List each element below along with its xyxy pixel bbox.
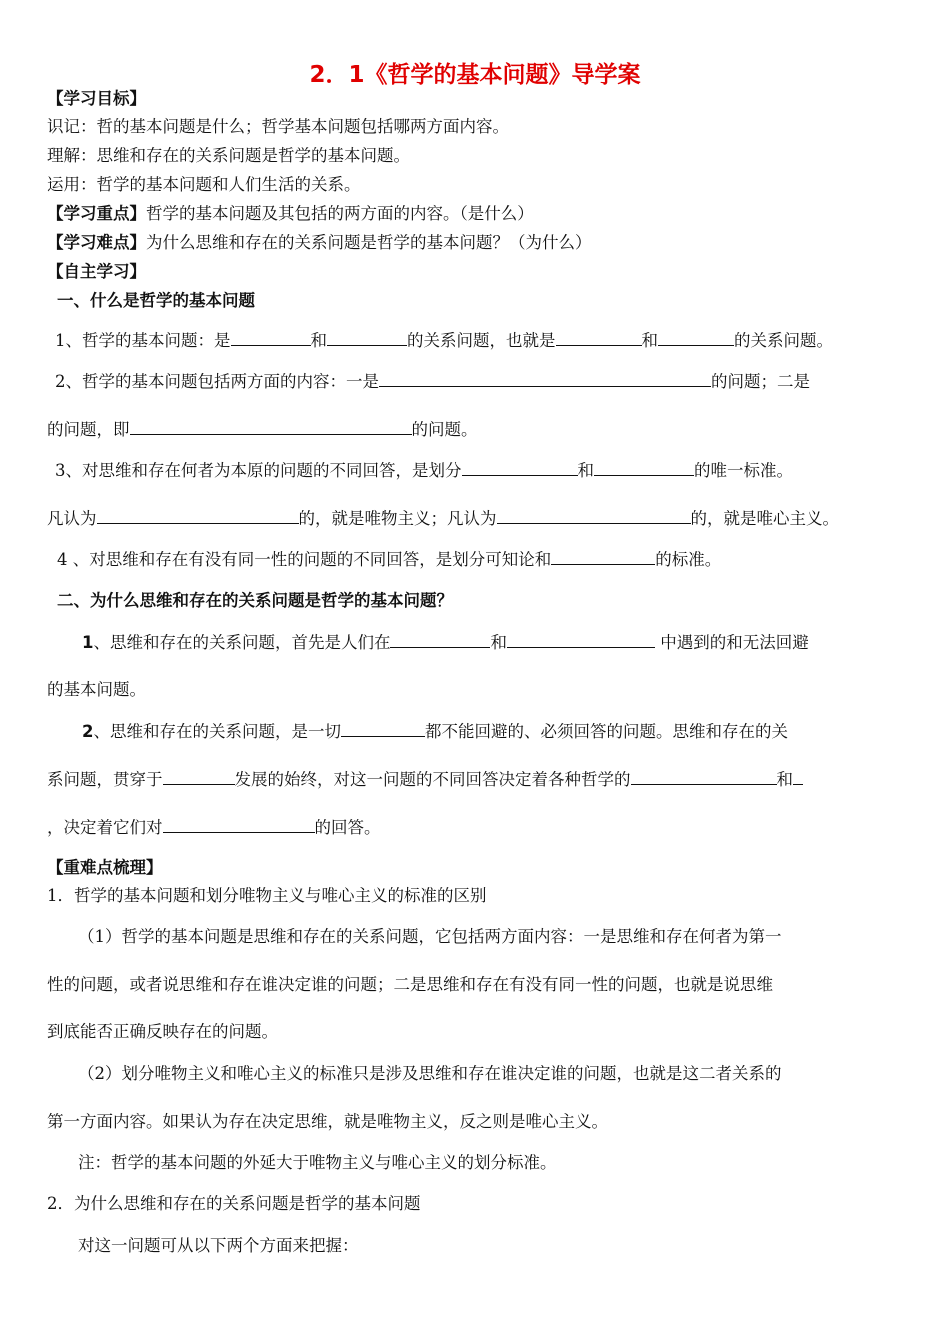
fill-blank[interactable]	[327, 329, 407, 346]
fill-blank[interactable]	[462, 459, 578, 476]
section2-para-2-line3: ，决定着它们对 的回答。	[47, 818, 381, 837]
fill-blank[interactable]	[163, 768, 235, 785]
fill-blank[interactable]	[163, 816, 315, 833]
section1-heading: 一、什么是哲学的基本问题	[57, 291, 255, 310]
review-item-1-p1-l3: 到底能否正确反映存在的问题。	[47, 1022, 278, 1041]
review-heading: 【重难点梳理】	[47, 858, 163, 877]
fill-blank[interactable]	[631, 768, 777, 785]
question-1: 1、哲学的基本问题：是 和 的关系问题，也就是 和 的关系问题。	[55, 331, 833, 350]
question-2-cont: 的问题，即 的问题。	[47, 420, 478, 439]
page-title: 2．1《哲学的基本问题》导学案	[309, 62, 641, 88]
question-3: 3、对思维和存在何者为本原的问题的不同回答，是划分 和 的唯一标准。	[55, 461, 793, 480]
objectives-heading: 【学习目标】	[47, 89, 146, 108]
review-item-2-intro: 对这一问题可从以下两个方面来把握：	[78, 1236, 359, 1255]
fill-blank[interactable]	[497, 507, 691, 524]
section2-para-2: 2、思维和存在的关系问题，是一切 都不能回避的、必须回答的问题。思维和存在的关	[82, 722, 788, 741]
key-point-text: 哲学的基本问题及其包括的两方面的内容。（是什么）	[146, 204, 534, 223]
review-item-1-p2-l1: （2）划分唯物主义和唯心主义的标准只是涉及思维和存在谁决定谁的问题，也就是这二者关系的	[78, 1064, 782, 1083]
question-4: 4 、对思维和存在有没有同一性的问题的不同回答，是划分可知论和 的标准。	[57, 550, 722, 569]
review-item-1-note: 注：哲学的基本问题的外延大于唯物主义与唯心主义的划分标准。	[78, 1153, 557, 1172]
difficult-point	[47, 232, 592, 254]
section2-para-2-line2: 系问题，贯穿于 发展的始终，对这一问题的不同回答决定着各种哲学的 和	[47, 768, 803, 791]
objective-understand: 理解：思维和存在的关系问题是哲学的基本问题。	[47, 146, 410, 165]
fill-blank[interactable]	[658, 329, 734, 346]
objective-recall: 识记：哲的基本问题是什么；哲学基本问题包括哪两方面内容。	[47, 117, 509, 136]
section2-para-1-cont: 的基本问题。	[47, 680, 146, 699]
fill-blank[interactable]	[97, 507, 299, 524]
section2-para-1: 1、思维和存在的关系问题，首先是人们在 和 中遇到的和无法回避	[82, 633, 809, 652]
review-item-1-title: 1．哲学的基本问题和划分唯物主义与唯心主义的标准的区别	[47, 886, 487, 905]
fill-blank[interactable]	[551, 548, 655, 565]
key-point-label: 【学习重点】	[47, 204, 146, 223]
key-point	[47, 203, 534, 225]
difficult-point-text: 为什么思维和存在的关系问题是哲学的基本问题？（为什么）	[146, 233, 592, 252]
self-study-heading: 【自主学习】	[47, 262, 146, 281]
review-item-2-title: 2．为什么思维和存在的关系问题是哲学的基本问题	[47, 1194, 421, 1213]
fill-blank[interactable]	[556, 329, 642, 346]
review-item-1-p1-l2: 性的问题，或者说思维和存在谁决定谁的问题；二是思维和存在有没有同一性的问题，也就是说思维	[47, 975, 773, 994]
question-3-cont: 凡认为 的，就是唯物主义；凡认为 的，就是唯心主义。	[47, 509, 839, 528]
difficult-point-label: 【学习难点】	[47, 233, 146, 252]
fill-blank[interactable]	[594, 459, 694, 476]
fill-blank[interactable]	[341, 720, 425, 737]
fill-blank[interactable]	[793, 768, 803, 785]
objective-apply: 运用：哲学的基本问题和人们生活的关系。	[47, 175, 361, 194]
fill-blank[interactable]	[390, 631, 490, 648]
fill-blank[interactable]	[231, 329, 311, 346]
fill-blank[interactable]	[507, 631, 655, 648]
question-2: 2、哲学的基本问题包括两方面的内容：一是 的问题；二是	[55, 372, 810, 391]
section2-heading: 二、为什么思维和存在的关系问题是哲学的基本问题？	[57, 591, 453, 610]
fill-blank[interactable]	[130, 418, 412, 435]
review-item-1-p2-l2: 第一方面内容。如果认为存在决定思维，就是唯物主义，反之则是唯心主义。	[47, 1112, 608, 1131]
fill-blank[interactable]	[379, 370, 711, 387]
review-item-1-p1-l1: （1）哲学的基本问题是思维和存在的关系问题，它包括两方面内容：一是思维和存在何者为第一	[78, 927, 782, 946]
